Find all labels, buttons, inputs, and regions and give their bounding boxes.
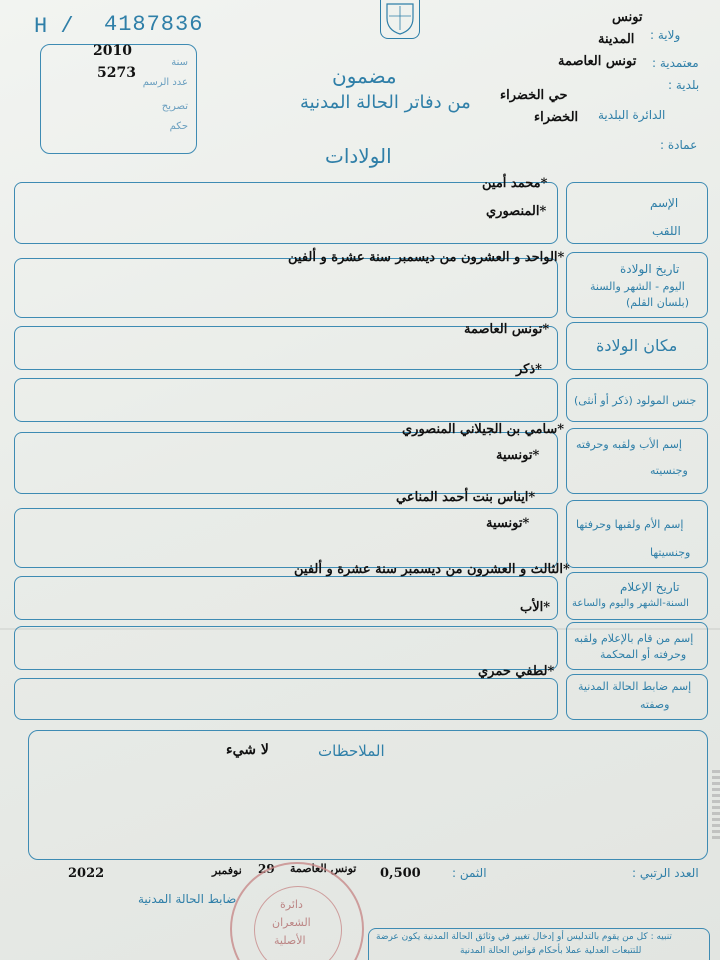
father-nationality-label: وجنسيته bbox=[650, 464, 688, 477]
warning-line-1: تنبيه : كل من يقوم بالتدليس أو إدخال تغيير في وثائق الحالة المدنية يكون عرضة bbox=[376, 932, 672, 942]
declarant-sub-label: وحرفته أو المحكمة bbox=[600, 648, 687, 661]
mother-nationality-value: تونسية* bbox=[486, 516, 530, 531]
first-name-value: محمد أمين* bbox=[482, 176, 548, 191]
mother-name-value: ايناس بنت أحمد المناعي* bbox=[396, 490, 536, 505]
coat-of-arms-emblem bbox=[380, 0, 420, 39]
section-title-births: الولادات bbox=[325, 144, 392, 168]
delegation-value: تونس العاصمة bbox=[558, 54, 637, 69]
serial-order-label: العدد الرتبي : bbox=[632, 866, 699, 880]
birth-date-words-label: (بلسان القلم) bbox=[626, 296, 689, 309]
declaration-date-sub-label: السنة-الشهر واليوم والساعة bbox=[572, 598, 689, 609]
commune-value: حي الخضراء bbox=[500, 88, 568, 103]
name-label-box bbox=[566, 182, 708, 244]
declarant-label-box bbox=[566, 622, 708, 670]
register-info-box bbox=[40, 44, 197, 154]
registrar-label: إسم ضابط الحالة المدنية bbox=[578, 680, 692, 693]
surname-label: اللقب bbox=[652, 224, 681, 238]
declaration-date-value-box bbox=[14, 576, 558, 620]
edge-perforation bbox=[712, 770, 720, 840]
issue-month: نوفمبر bbox=[212, 864, 242, 877]
stamp-text-1: دائرة bbox=[280, 898, 303, 911]
birth-place-label: مكان الولادة bbox=[596, 336, 678, 355]
officer-label: ضابط الحالة المدنية bbox=[138, 892, 237, 906]
registrar-sub-label: وصفته bbox=[640, 698, 670, 711]
name-value-box bbox=[14, 182, 558, 244]
serial-number: 4187836 bbox=[104, 12, 204, 37]
stamp-text-3: الأصلية bbox=[274, 934, 306, 947]
birth-date-label: تاريخ الولادة bbox=[620, 262, 680, 276]
sex-value-box bbox=[14, 378, 558, 422]
price-label: الثمن : bbox=[452, 866, 487, 880]
act-number-label: عدد الرسم bbox=[142, 77, 188, 88]
registrar-value-box bbox=[14, 678, 558, 720]
father-label: إسم الأب ولقبه وحرفته bbox=[576, 438, 682, 451]
municipal-district-value: الخضراء bbox=[534, 110, 579, 125]
sex-label: جنس المولود (ذكر أو أنثى) bbox=[574, 394, 697, 407]
sector-label: عمادة : bbox=[660, 138, 698, 152]
birth-date-sub-label: اليوم - الشهر والسنة bbox=[590, 280, 685, 293]
municipality-line: المدينة bbox=[598, 32, 635, 47]
governorate-label: ولاية : bbox=[650, 28, 681, 42]
issue-day: 29 bbox=[258, 862, 275, 876]
official-stamp bbox=[230, 862, 364, 960]
year-label: سنة bbox=[171, 57, 188, 68]
year-value: 2010 bbox=[93, 43, 132, 59]
declaration-label: تصريح bbox=[161, 101, 188, 112]
act-number-value: 5273 bbox=[97, 65, 136, 81]
mother-value-box bbox=[14, 508, 558, 568]
mother-nationality-label: وجنسيتها bbox=[650, 546, 691, 559]
mother-label: إسم الأم ولقبها وحرفتها bbox=[576, 518, 684, 531]
father-name-value: سامي بن الجيلاني المنصوري* bbox=[402, 422, 565, 437]
judgment-label: حكم bbox=[169, 121, 188, 132]
document-title-registers: من دفاتر الحالة المدنية bbox=[300, 92, 471, 113]
birth-date-value: الواحد و العشرون من ديسمبر سنة عشرة و ألفين* bbox=[288, 250, 565, 265]
father-nationality-value: تونسية* bbox=[496, 448, 540, 463]
first-name-label: الإسم bbox=[650, 196, 679, 210]
price-value: 0,500 bbox=[380, 866, 421, 881]
declaration-date-value: الثالث و العشرون من ديسمبر سنة عشرة و ألفين* bbox=[294, 562, 570, 577]
governorate-value: تونس bbox=[612, 10, 643, 25]
notes-value: لا شيء bbox=[226, 742, 269, 758]
surname-value: المنصوري* bbox=[486, 204, 547, 219]
notes-label: الملاحظات bbox=[318, 742, 385, 760]
registrar-value: لطفي حمري* bbox=[478, 664, 555, 679]
birth-place-value: تونس العاصمة* bbox=[464, 322, 550, 337]
issue-place: تونس العاصمة bbox=[290, 862, 357, 875]
municipal-district-label: الدائرة البلدية bbox=[598, 108, 666, 122]
stamp-text-2: الشعران bbox=[272, 916, 311, 929]
warning-line-2: للتتبعات العدلية عملا بأحكام قوانين الحالة المدنية bbox=[460, 946, 642, 956]
birth-date-value-box bbox=[14, 258, 558, 318]
serial-prefix: H / bbox=[34, 14, 74, 39]
declarant-value: الأب* bbox=[520, 600, 551, 615]
sex-value: ذكر* bbox=[516, 362, 542, 377]
document-title-excerpt: مضمون bbox=[332, 64, 397, 88]
father-value-box bbox=[14, 432, 558, 494]
delegation-label: معتمدية : bbox=[652, 56, 699, 70]
commune-label: بلدية : bbox=[668, 78, 700, 92]
declarant-label: إسم من قام بالإعلام ولقبه bbox=[574, 632, 694, 645]
declarant-value-box bbox=[14, 626, 558, 670]
declaration-date-label: تاريخ الإعلام bbox=[620, 580, 680, 594]
issue-year: 2022 bbox=[68, 866, 105, 881]
